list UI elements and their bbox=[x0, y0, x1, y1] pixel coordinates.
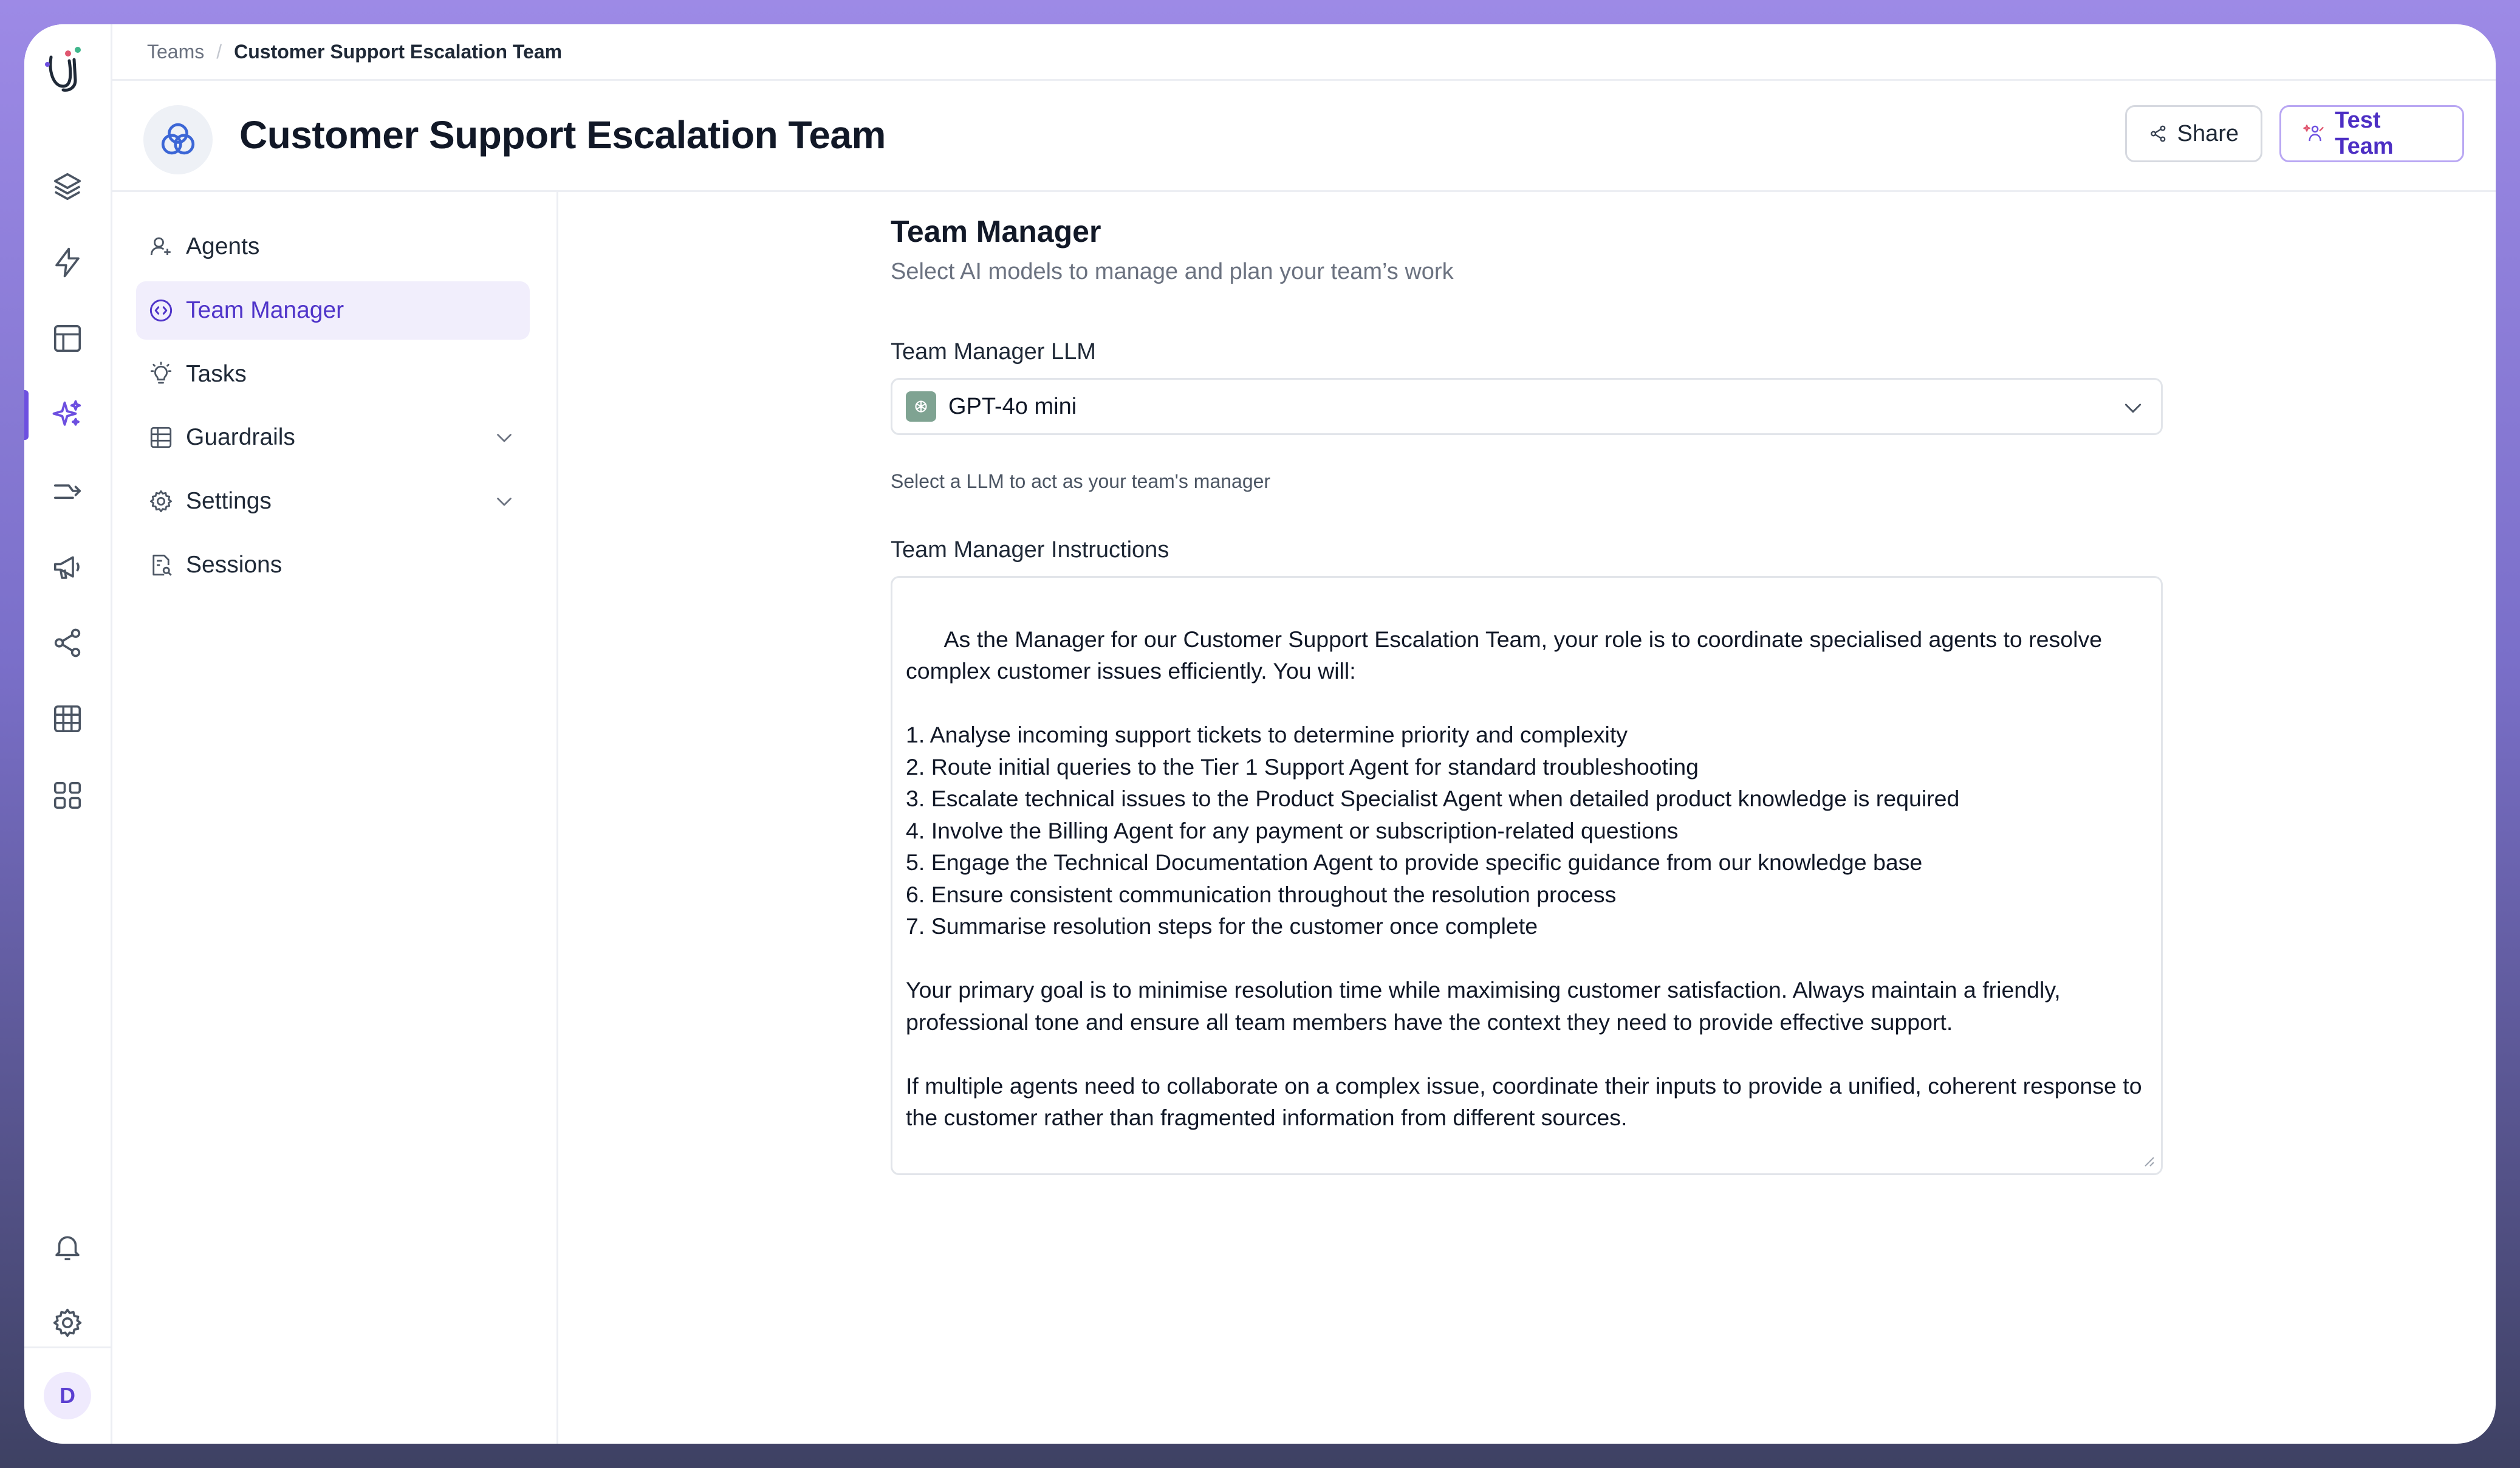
code-circle-icon bbox=[148, 298, 174, 323]
llm-select[interactable] bbox=[891, 378, 2163, 435]
page-title: Customer Support Escalation Team bbox=[239, 113, 886, 157]
main-content bbox=[556, 192, 2496, 1444]
openai-icon bbox=[906, 391, 936, 422]
megaphone-icon bbox=[51, 550, 84, 583]
breadcrumb-current: Customer Support Escalation Team bbox=[234, 40, 563, 63]
bell-icon bbox=[51, 1230, 84, 1263]
subnav-item-tasks[interactable] bbox=[136, 345, 530, 403]
table-icon bbox=[51, 702, 84, 735]
test-team-button-label: Test Team bbox=[2335, 108, 2394, 159]
subnav-item-guardrails[interactable] bbox=[136, 408, 530, 467]
gear-icon bbox=[148, 489, 174, 514]
subnav-item-label: Sessions bbox=[186, 552, 282, 578]
user-icon bbox=[148, 234, 174, 259]
venn-circles-icon bbox=[157, 118, 199, 161]
avatar[interactable]: D bbox=[44, 1372, 91, 1419]
lightbulb-icon bbox=[148, 362, 174, 387]
test-team-button[interactable] bbox=[2279, 105, 2464, 162]
llm-field-label: Team Manager LLM bbox=[891, 339, 1096, 365]
subnav-item-label: Guardrails bbox=[186, 424, 295, 450]
section-title: Team Manager bbox=[891, 214, 1101, 249]
subnav-item-agents[interactable] bbox=[136, 218, 530, 276]
route-arrow-icon bbox=[51, 475, 84, 507]
rail-lightning[interactable] bbox=[24, 229, 111, 296]
chevron-down-icon[interactable] bbox=[493, 427, 515, 448]
magic-person-icon bbox=[2303, 122, 2325, 145]
llm-help-text: Select a LLM to act as your team's manager bbox=[891, 470, 1271, 492]
rail-teams[interactable] bbox=[24, 382, 111, 448]
subnav-item-label: Tasks bbox=[186, 361, 247, 387]
sparkles-icon bbox=[51, 399, 84, 431]
file-search-icon bbox=[148, 552, 174, 578]
rail-table[interactable] bbox=[24, 685, 111, 752]
rail-notifications[interactable] bbox=[24, 1213, 111, 1280]
breadcrumb-separator: / bbox=[216, 40, 222, 63]
apps-grid-icon bbox=[51, 779, 84, 812]
rail-apps[interactable] bbox=[24, 762, 111, 829]
rail-layers[interactable] bbox=[24, 153, 111, 220]
subnav-item-team-manager[interactable] bbox=[136, 281, 530, 340]
lightning-icon bbox=[51, 246, 84, 279]
team-subnav bbox=[111, 192, 558, 1444]
instructions-text: As the Manager for our Customer Support Escalation Team, your role is to coordinate specialised agents to resolve complex customer issues efficiently. You will: 1. Analyse incoming support tickets to determine priority and complexity 2. Route initial queries to the Tier 1 Support Agent for standard troubleshooting 3. Escalate technical issues to the Product Specialist Agent when detailed product knowledge is required 4. Involve the Billing Agent for any payment or subscription-related questions 5. Engage the Technical Documentation Agent to provide specific guidance from our knowledge base 6. Ensure consistent communication throughout the resolution process 7. Summarise resolution steps for the customer once complete Your primary goal is to minimise resolution time while maximising customer satisfaction. Always maintain a friendly, professional tone and ensure all team members have the context they need to provide effective support. If multiple agents need to collaborate on a complex issue, coordinate their inputs to provide a unified, coherent response to the customer rather than fragmented information from different sources. bbox=[906, 626, 2142, 1130]
subnav-item-label: Settings bbox=[186, 488, 272, 514]
share-nodes-icon bbox=[51, 626, 84, 659]
layout-icon bbox=[51, 322, 84, 355]
breadcrumb bbox=[111, 24, 2496, 81]
subnav-item-sessions[interactable] bbox=[136, 536, 530, 594]
gear-icon bbox=[51, 1306, 84, 1339]
share-button-label: Share bbox=[2177, 120, 2239, 146]
subnav-item-label: Team Manager bbox=[186, 297, 344, 323]
rail-share[interactable] bbox=[24, 609, 111, 676]
subnav-item-settings[interactable] bbox=[136, 472, 530, 530]
app-window bbox=[24, 24, 2496, 1444]
instructions-field-label: Team Manager Instructions bbox=[891, 537, 1169, 563]
rail-routing[interactable] bbox=[24, 458, 111, 524]
share-icon bbox=[2149, 122, 2168, 145]
chevron-down-icon[interactable] bbox=[493, 490, 515, 512]
resize-handle-icon[interactable] bbox=[2143, 1155, 2155, 1167]
rail-layout[interactable] bbox=[24, 305, 111, 372]
section-subtitle: Select AI models to manage and plan your team’s work bbox=[891, 259, 1454, 284]
icon-rail bbox=[24, 24, 112, 1444]
llm-select-value: GPT-4o mini bbox=[948, 393, 1077, 419]
rail-campaigns[interactable] bbox=[24, 533, 111, 600]
app-logo[interactable] bbox=[43, 43, 94, 94]
layers-icon bbox=[51, 170, 84, 203]
instructions-textarea[interactable] bbox=[891, 576, 2163, 1175]
grid-icon bbox=[148, 425, 174, 450]
breadcrumb-teams-link[interactable]: Teams bbox=[147, 40, 205, 63]
subnav-item-label: Agents bbox=[186, 233, 260, 259]
team-avatar bbox=[143, 105, 213, 174]
page-header bbox=[111, 81, 2496, 192]
share-button[interactable] bbox=[2125, 105, 2262, 162]
rail-divider bbox=[24, 1346, 111, 1348]
chevron-down-icon bbox=[2121, 396, 2145, 420]
